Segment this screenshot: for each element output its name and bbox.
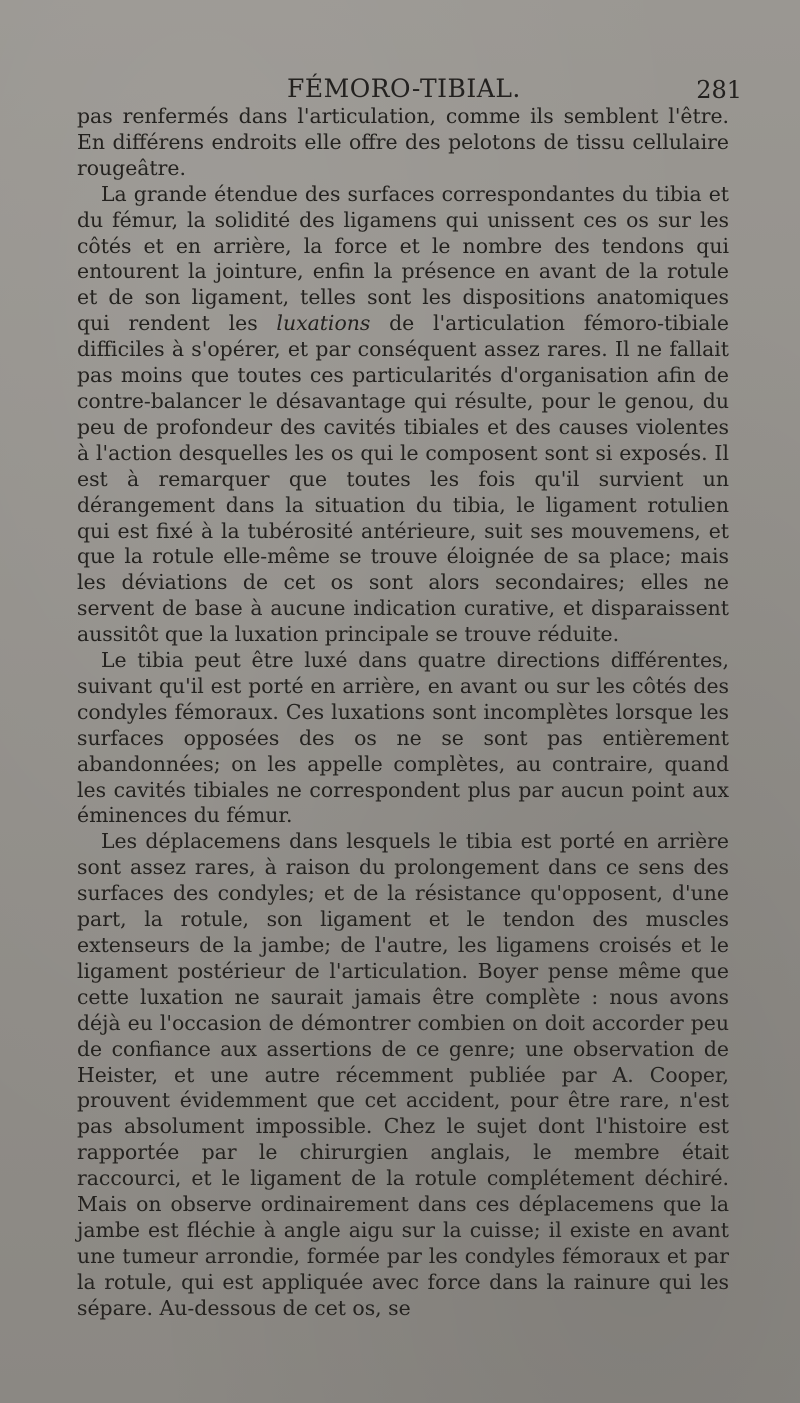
running-title: FÉMORO-TIBIAL.: [287, 74, 521, 103]
paragraph-backward-displacement: Les déplacemens dans lesquels le tibia est porté en arrière sont assez rares, à raison du prolongement dans ce sens des surfaces des condyles; et de la résistance qu'opposent, d'une part, la rotule, son ligament et le tendon des muscles extenseurs de la jambe; de l'autre, les ligamens croisés et le ligament postérieur de l'articulation. Boyer pense même que cette luxation ne saurait jamais être complète : nous avons déjà eu l'occasion de démontrer combien on doit accorder peu de confiance aux assertions de ce genre; une observation de Heister, et une autre récemment publiée par A. Cooper, prouvent évidemment que cet accident, pour être rare, n'est pas absolument impossible. Chez le sujet dont l'histoire est rapportée par le chirurgien anglais, le membre était raccourci, et le ligament de la rotule complétement déchiré. Mais on observe ordinairement dans ces déplacemens que la jambe est fléchie à angle aigu sur la cuisse; il existe en avant une tumeur arrondie, formée par les condyles fémoraux et par la rotule, qui est appliquée avec force dans la rainure qui les sépare. Au-dessous de cet os, se: [77, 829, 729, 1320]
italic-term: luxations: [276, 311, 371, 336]
body-text: [77, 104, 729, 1322]
page-number: 281: [696, 76, 742, 104]
paragraph-four-directions: Le tibia peut être luxé dans quatre directions différentes, suivant qu'il est porté en arrière, en avant ou sur les côtés des condyles fémoraux. Ces luxations sont incomplètes lorsque les surfaces opposées des os ne se sont pas entièrement abandonnées; on les appelle complètes, au contraire, quand les cavités tibiales ne correspondent plus par aucun point aux éminences du fémur.: [77, 648, 729, 828]
paragraph-luxation-intro: [77, 182, 729, 648]
paragraph-continuation: pas renfermés dans l'articulation, comme ils semblent l'être. En différens endroits elle offre des pelotons de tissu cellulaire rougeâtre.: [77, 104, 729, 180]
paragraph-text: de l'articulation fémoro-tibiale difficiles à s'opérer, et par conséquent assez rares. Il ne fallait pas moins que toutes ces particularités d'organisation afin de contre-balancer le désavantage qui résulte, pour le genou, du peu de profondeur des cavités tibiales et des causes violentes à l'action desquelles les os qui le composent sont si exposés. Il est à remarquer que toutes les fois qu'il survient un dérangement dans la situation du tibia, le ligament rotulien qui est fixé à la tubérosité antérieure, suit ses mouvemens, et que la rotule elle-même se trouve éloignée de sa place; mais les déviations de cet os sont alors secondaires; elles ne servent de base à aucune indication curative, et disparaissent aussitôt que la luxation principale se trouve réduite.: [77, 311, 729, 647]
paragraph-text: La grande étendue des surfaces correspondantes du tibia et du fémur, la solidité des ligamens qui unissent ces os sur les côtés et en arrière, la force et le nombre des tendons qui entourent la jointure, enfin la présence en avant de la rotule et de son ligament, telles sont les dispositions anatomiques qui rendent les: [77, 181, 729, 336]
